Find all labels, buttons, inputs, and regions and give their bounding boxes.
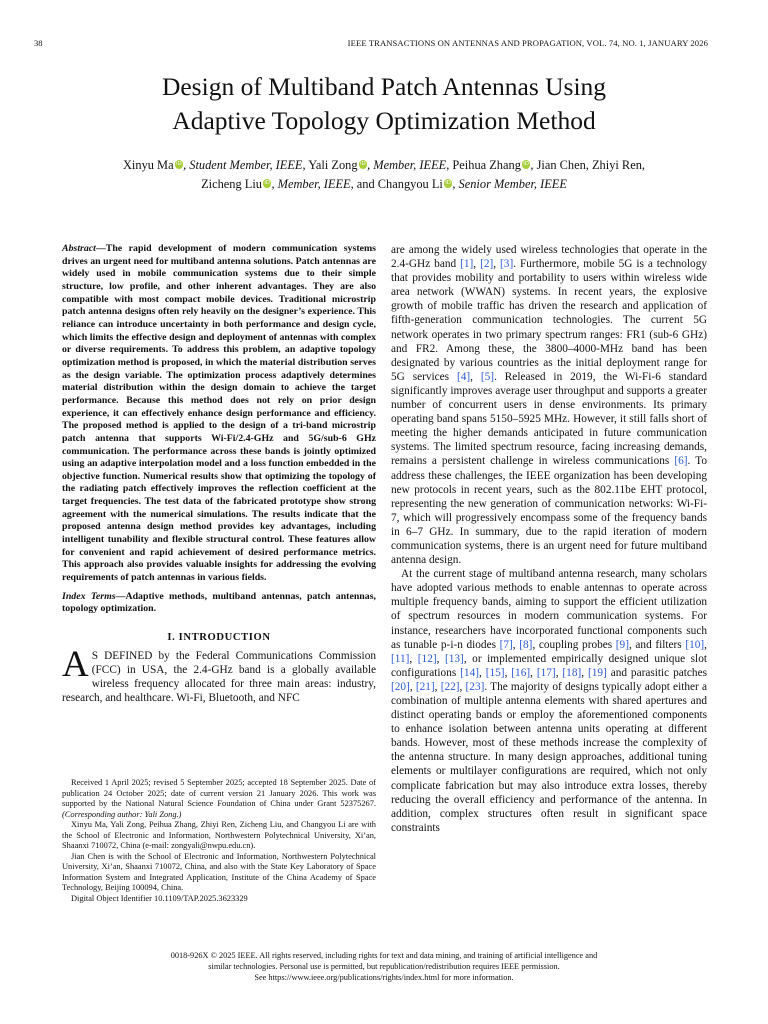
citation-link[interactable]: [6] <box>674 455 688 468</box>
footnote-received: Received 1 April 2025; revised 5 September 2025; accepted 18 September 2025. Date of publication 24 October 2025; date of current version 21 January 2026. This work was supported by the National Natural Science Foundation of China under Grant 52375267. (Corresponding author: Yali Zong.) <box>62 778 376 819</box>
abstract <box>62 243 376 585</box>
citation-link[interactable]: [11] <box>391 652 410 665</box>
index-terms-label: Index Terms <box>62 590 116 602</box>
orcid-icon[interactable]: iD <box>523 161 530 167</box>
citation-link[interactable]: [4] <box>456 370 471 383</box>
author-name: , Peihua Zhang <box>446 158 521 172</box>
footnote-affiliation-2: Jian Chen is with the School of Electronic and Information, Northwestern Polytechnical University, Xi’an, Shaanxi 710072, China, and also with the State Key Laboratory of Space Information System and Integrated Application, Institute of the China Academy of Space Technology, Beijing 100094, China. <box>62 851 376 892</box>
copyright-line: See https://www.ieee.org/publications/rights/index.html for more information. <box>254 973 514 982</box>
body-paragraph: At the current stage of multiband antenna research, many scholars have adopted various methods to enable antennas to operate across multiple frequency bands, aiming to support the efficient utilization of spectrum resources in modern communication systems. For instance, researchers have incorporated functional components such as tunable p-i-n diodes [7], [8], coupling probes [9], and filters [10], [11], [12], [13], or implemented empirically designed unique slot configurations [14], [15], [16], [17], [18], [19] and parasitic patches [20], [21], [22], [23]. The majority of designs typically adopt either a combination of multiple antenna elements with shared apertures and distinct operating bands or employ the aforementioned components to enhance isolation between antenna units operating at different bands. However, most of these methods increase the complexity of the antenna structure. In many design approaches, additional tuning elements or multilayer configurations are required, which not only complicate fabrication but may also introduce extra losses, thereby reducing the overall efficiency and performance of the antenna. In addition, complex structures often result in significant space constraints <box>391 568 707 834</box>
author-membership: , Member, IEEE <box>367 158 447 172</box>
author-name: , Yali Zong <box>302 158 358 172</box>
intro-text: S DEFINED by the Federal Communications Commission (FCC) in USA, the 2.4-GHz band is a globally available wireless frequency allocated for three main areas: industry, research, and healthcare. Wi-Fi, Bluetooth, and NFC <box>62 650 376 705</box>
citation-link[interactable]: [16] <box>511 666 531 679</box>
orcid-icon[interactable]: iD <box>264 180 271 186</box>
citation-link[interactable]: [18] <box>562 666 582 679</box>
author-membership: , Member, IEEE <box>271 177 351 191</box>
citation-link[interactable]: [20] <box>391 680 410 693</box>
author-membership: , Senior Member, IEEE <box>452 177 567 191</box>
orcid-icon[interactable]: iD <box>359 161 366 167</box>
index-terms-text: —Adaptive methods, multiband antennas, patch antennas, topology optimization. <box>62 590 376 615</box>
citation-link[interactable]: [12] <box>417 652 437 665</box>
citation-link[interactable]: [15] <box>485 666 505 679</box>
orcid-icon[interactable]: iD <box>445 180 451 186</box>
author-line-1 <box>40 156 728 175</box>
section-heading: I. INTRODUCTION <box>167 632 271 644</box>
author-name: , and Changyou Li <box>350 177 443 191</box>
abstract-text: —The rapid development of modern communication systems drives an urgent need for multiband antenna solutions. Patch antennas are widely used in mobile communication systems due to their simple structure, low profile, and other inherent advantages. They are also compatible with most compact mobile devices. Traditional microstrip patch antenna designs often rely heavily on the designer’s experience. This reliance can introduce uncertainty in both performance and design cycle, which limits the effective design and deployment of antennas with complex or diverse requirements. To address this problem, an adaptive topology optimization method is proposed, in which the material distribution serves as the design variable. The optimization process adaptively determines material distribution within the design domain to achieve the target performance. Because this method does not rely on prior design experience, it can effectively enhance design performance and efficiency. The proposed method is applied to the design of a tri-band microstrip patch antenna that supports Wi-Fi/2.4-GHz and 5G/sub-6 GHz communication. The performance across these bands is jointly optimized using an adaptive interpolation model and a loss function embedded in the objective function. Numerical results show that optimizing the topology of the radiating patch effectively improves the reflection coefficient at the target frequencies. The test data of the fabricated prototype show strong agreement with the numerical simulations. The results indicate that the proposed antenna design method provides key advantages, including intelligent tunability and flexible structural control. These features allow for convenient and rapid achievement of desired performance metrics. This approach also provides valuable insights for addressing the evolving requirements of patch antennas in various fields. <box>62 243 376 584</box>
drop-cap: A <box>62 644 89 686</box>
citation-link[interactable]: [14] <box>460 666 479 679</box>
author-list <box>40 156 728 194</box>
author-name: Xinyu Ma <box>122 158 174 172</box>
citation-link[interactable]: [21] <box>415 680 435 693</box>
left-column <box>62 243 376 705</box>
footnotes <box>62 778 376 904</box>
citation-link[interactable]: [7] <box>499 638 513 651</box>
citation-link[interactable]: [23] <box>465 680 485 693</box>
citation-link[interactable]: [8] <box>519 638 533 651</box>
footnote-doi: Digital Object Identifier 10.1109/TAP.2025.3623329 <box>71 893 248 903</box>
citation-link[interactable]: [13] <box>444 652 464 665</box>
citation-link[interactable]: [3] <box>500 258 514 271</box>
orcid-icon[interactable]: iD <box>175 161 182 167</box>
index-terms <box>62 591 376 616</box>
citation-link[interactable]: [2] <box>480 258 494 271</box>
paper-title <box>40 70 728 138</box>
citation-link[interactable]: [10] <box>685 638 705 651</box>
author-membership: , Student Member, IEEE <box>183 158 303 172</box>
running-head <box>34 38 708 52</box>
journal-header: IEEE TRANSACTIONS ON ANTENNAS AND PROPAGATION, VOL. 74, NO. 1, JANUARY 2026 <box>347 38 708 48</box>
author-line-2 <box>40 175 728 194</box>
copyright-line: 0018-926X © 2025 IEEE. All rights reserved, including rights for text and data mining, and training of artificial intelligence and <box>170 951 598 960</box>
footnote-affiliation: Xinyu Ma, Yali Zong, Peihua Zhang, Zhiyi Ren, Zicheng Liu, and Changyou Li are with the School of Electronic and Information, Northwestern Polytechnical University, Xi’an, Shaanxi 710072, China (e-mail: zongyali@nwpu.edu.cn). <box>62 820 376 850</box>
citation-link[interactable]: [5] <box>480 370 495 383</box>
citation-link[interactable]: [17] <box>536 666 556 679</box>
body-paragraph: are among the widely used wireless technologies that operate in the 2.4-GHz band [1], [2], [3]. Furthermore, mobile 5G is a technology that provides mobility and portability to users within wireless wide area network (WWAN) systems. In recent years, the explosive growth of mobile traffic has driven the research and application of fifth-generation communication technologies. The current 5G network operates in two primary spectrum ranges: FR1 (sub-6 GHz) and FR2. Among these, the 3800–4000-MHz band has been designated by various countries as the initial deployment range for 5G services [4], [5]. Released in 2019, the Wi-Fi-6 standard significantly improves average user throughput and supports a greater number of concurrent users in dense environments. Its primary operating band spans 5150–5925 MHz. However, it still falls short of meeting the higher demands anticipated in future communication systems. The limited spectrum resource, facing increasing demands, remains a persistent challenge in wireless communications [6]. To address these challenges, the IEEE organization has been developing new protocols in recent years, such as the 802.11be EHT protocol, representing the new generation of communication networks: Wi-Fi-7, which will progressively encompass some of the frequency bands in 6–7 GHz. In summary, due to the rapid iteration of modern communication systems, there is an urgent need for future multiband antenna design. <box>391 244 707 567</box>
abstract-label: Abstract <box>62 243 96 254</box>
intro-paragraph <box>62 644 376 705</box>
citation-link[interactable]: [1] <box>460 258 474 271</box>
citation-link[interactable]: [9] <box>615 638 629 651</box>
author-name: Zicheng Liu <box>201 177 262 191</box>
citation-link[interactable]: [22] <box>440 680 460 693</box>
author-names: , Jian Chen, Zhiyi Ren, <box>530 158 645 172</box>
page-number: 38 <box>34 38 43 48</box>
copyright-notice <box>62 950 706 983</box>
citation-link[interactable]: [19] <box>587 666 607 679</box>
right-column <box>391 243 707 835</box>
title-line-1: Design of Multiband Patch Antennas Using <box>161 72 607 101</box>
copyright-line: similar technologies. Personal use is permitted, but republication/redistribution requires IEEE permission. <box>208 962 560 971</box>
title-line-2: Adaptive Topology Optimization Method <box>172 106 596 135</box>
